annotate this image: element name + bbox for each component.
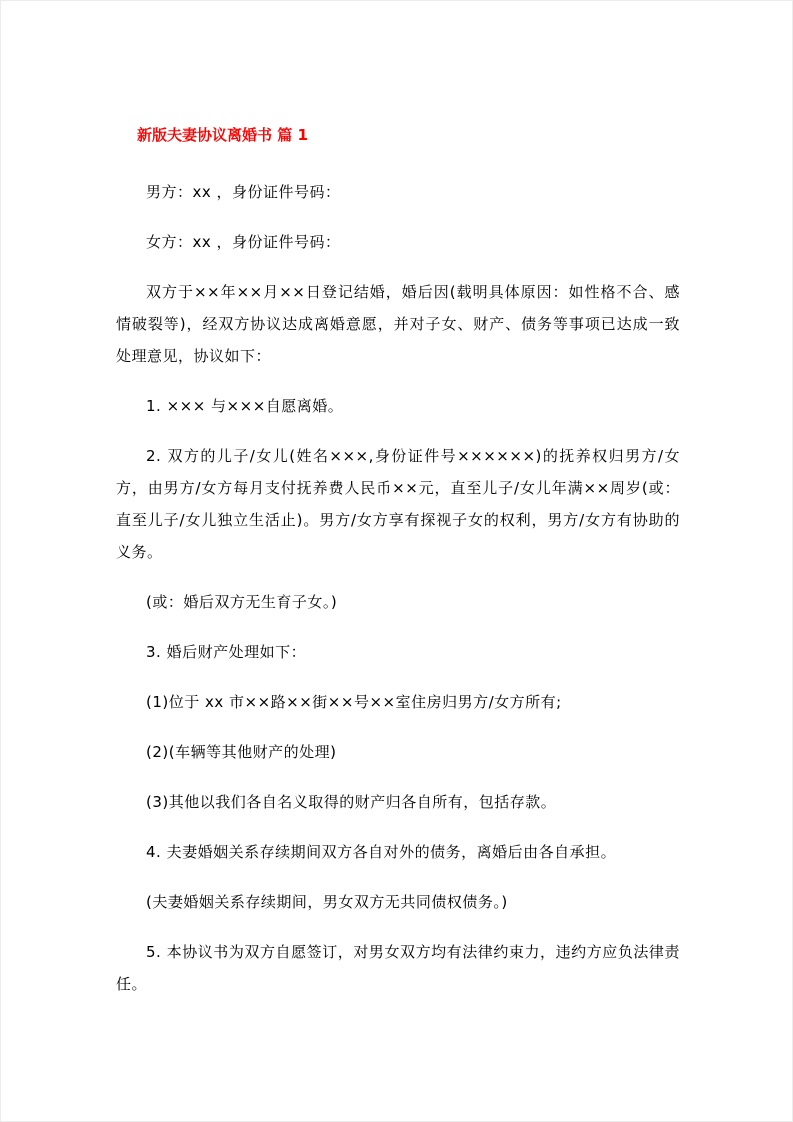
paragraph-clause-1: 1. ××× 与×××自愿离婚。 — [146, 397, 344, 415]
paragraph-preamble: 双方于××年××月××日登记结婚，婚后因(载明具体原因：如性格不合、感情破裂等)，经双方协议达成离婚意愿，并对子女、财产、债务等事项已达成一致处理意见，协议如下： — [116, 283, 680, 365]
paragraph-clause-4-alt: (夫妻婚姻关系存续期间，男女双方无共同债权债务。) — [146, 893, 508, 911]
paragraph-clause-3-item-2: (2)(车辆等其他财产的处理) — [146, 743, 337, 761]
paragraph-clause-3-item-1: (1)位于 xx 市××路××街××号××室住房归男方/女方所有; — [146, 693, 562, 711]
paragraph-clause-5: 5. 本协议书为双方自愿签订，对男女双方均有法律约束力，违约方应负法律责任。 — [116, 943, 680, 993]
paragraph-clause-4: 4. 夫妻婚姻关系存续期间双方各自对外的债务，离婚后由各自承担。 — [146, 843, 617, 861]
document-title: 新版夫妻协议离婚书 篇 1 — [137, 126, 308, 144]
paragraph-clause-2-alt: (或：婚后双方无生育子女。) — [146, 593, 338, 611]
paragraph-party-male: 男方：xx ，身份证件号码： — [146, 183, 341, 201]
paragraph-clause-3: 3. 婚后财产处理如下： — [146, 643, 307, 661]
paragraph-clause-2: 2. 双方的儿子/女儿(姓名×××,身份证件号××××××)的抚养权归男方/女方，由男方/女方每月支付抚养费人民币××元，直至儿子/女儿年满××周岁(或：直至儿子/女儿独立生活止)。男方/女方享有探视子女的权利，男方/女方有协助的义务。 — [116, 447, 680, 561]
paragraph-clause-3-item-3: (3)其他以我们各自名义取得的财产归各自所有，包括存款。 — [146, 793, 557, 811]
paragraph-party-female: 女方：xx ，身份证件号码： — [146, 233, 341, 251]
